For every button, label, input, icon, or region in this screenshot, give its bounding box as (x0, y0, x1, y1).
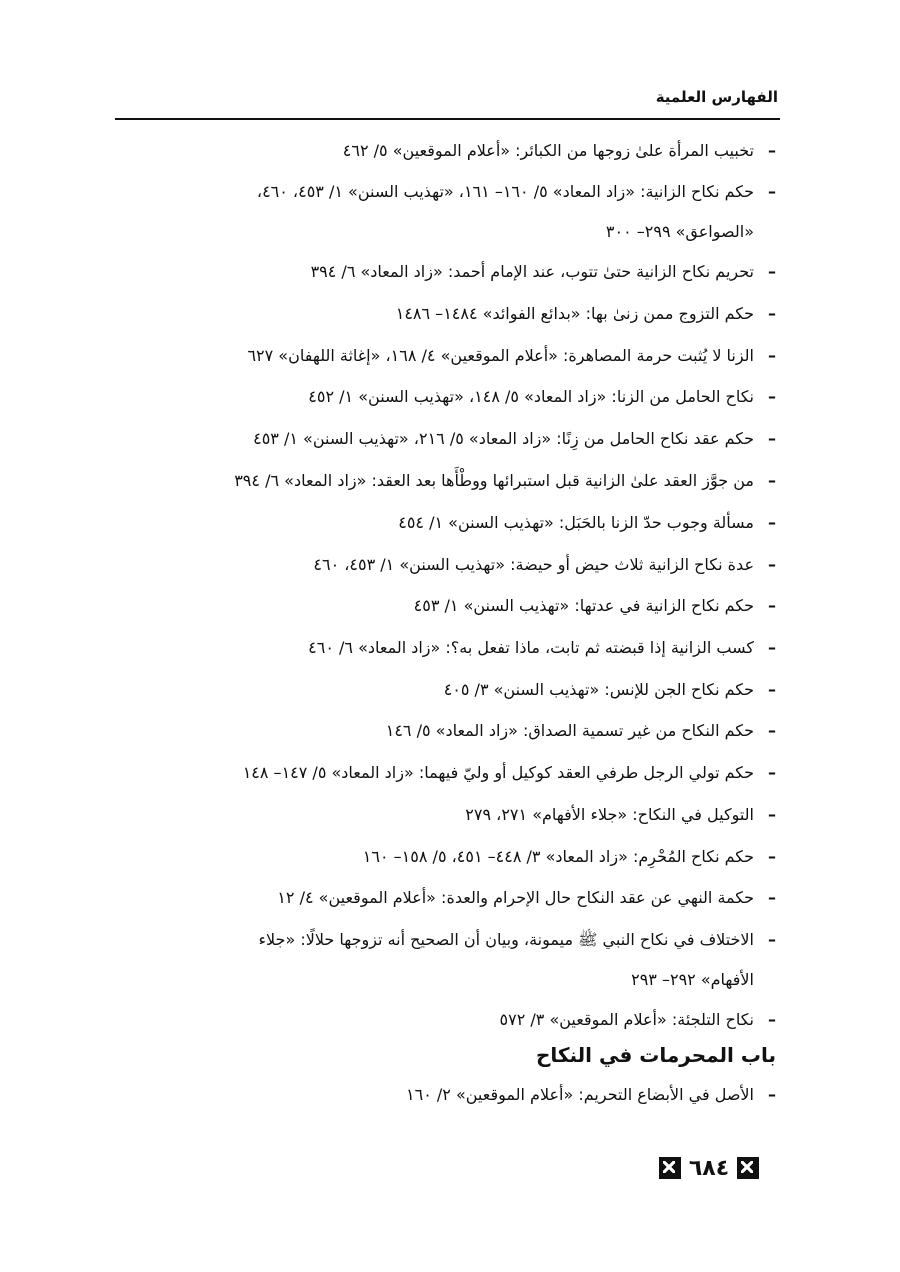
entry-text: كسب الزانية إذا قبضته ثم تابت، ماذا تفعل به؟: «زاد المعاد» ٦/ ٤٦٠ (308, 638, 754, 657)
entry-dash: – (768, 930, 776, 949)
entry-dash: – (768, 429, 776, 448)
entry-text: حكم تولي الرجل طرفي العقد كوكيل أو وليّ فيهما: «زاد المعاد» ٥/ ١٤٧– ١٤٨ (242, 763, 754, 782)
page-number: ٦٨٤ (688, 1155, 730, 1181)
index-entry-continuation (110, 959, 776, 1001)
index-entry (110, 752, 776, 794)
index-entry (110, 919, 776, 961)
entry-text: حكم نكاح الجن للإنس: «تهذيب السنن» ٣/ ٤٠٥ (443, 680, 754, 699)
index-entry (110, 669, 776, 711)
index-entry (110, 418, 776, 460)
entry-dash: – (768, 304, 776, 323)
entry-dash: – (768, 471, 776, 490)
entry-text: حكم نكاح المُحْرِم: «زاد المعاد» ٣/ ٤٤٨– ٤٥١، ٥/ ١٥٨– ١٦٠ (362, 847, 754, 866)
entry-text: مسألة وجوب حدّ الزنا بالحَبَل: «تهذيب السنن» ١/ ٤٥٤ (398, 513, 754, 532)
index-entry (110, 1074, 776, 1116)
entry-text: الأصل في الأبضاع التحريم: «أعلام الموقعين» ٢/ ١٦٠ (406, 1085, 754, 1104)
index-entry (110, 502, 776, 544)
entry-dash: – (768, 763, 776, 782)
index-entry (110, 130, 776, 172)
index-entry-continuation (110, 211, 776, 253)
entry-dash: – (768, 847, 776, 866)
entry-text: «الصواعق» ٢٩٩– ٣٠٠ (605, 222, 754, 241)
entry-text: حكم التزوج ممن زنىٰ بها: «بدائع الفوائد» ١٤٨٤– ١٤٨٦ (395, 304, 754, 323)
index-entry (110, 544, 776, 586)
page-footer (636, 1150, 782, 1186)
section-heading: باب المحرمات في النكاح (535, 1043, 776, 1067)
index-entry (110, 335, 776, 377)
index-entry (110, 460, 776, 502)
entry-text: نكاح التلجئة: «أعلام الموقعين» ٣/ ٥٧٢ (499, 1010, 754, 1029)
entry-dash: – (768, 1085, 776, 1104)
entry-text: الأفهام» ٢٩٢– ٢٩٣ (631, 970, 754, 989)
entry-dash: – (768, 346, 776, 365)
index-entry (110, 376, 776, 418)
header-rule (115, 118, 780, 120)
entry-dash: – (768, 805, 776, 824)
index-entry (110, 836, 776, 878)
ornament-right-icon (737, 1157, 759, 1179)
entry-dash: – (768, 680, 776, 699)
running-header-title: الفهارس العلمية (655, 88, 778, 106)
ornament-left-icon (659, 1157, 681, 1179)
entry-text: التوكيل في النكاح: «جلاء الأفهام» ٢٧١، ٢٧٩ (465, 805, 754, 824)
entry-dash: – (768, 262, 776, 281)
entry-text: حكمة النهي عن عقد النكاح حال الإحرام والعدة: «أعلام الموقعين» ٤/ ١٢ (277, 888, 754, 907)
entry-text: من جوَّز العقد علىٰ الزانية قبل استبرائها ووطْأَها بعد العقد: «زاد المعاد» ٦/ ٣٩٤ (234, 471, 754, 490)
entry-dash: – (768, 387, 776, 406)
entry-dash: – (768, 638, 776, 657)
entry-text: الاختلاف في نكاح النبي ﷺ ميمونة، وبيان أن الصحيح أنه تزوجها حلالًا: «جلاء (258, 930, 754, 949)
index-entry (110, 251, 776, 293)
entry-text: تخبيب المرأة علىٰ زوجها من الكبائر: «أعلام الموقعين» ٥/ ٤٦٢ (342, 141, 754, 160)
entry-dash: – (768, 721, 776, 740)
entry-text: عدة نكاح الزانية ثلاث حيض أو حيضة: «تهذيب السنن» ١/ ٤٥٣، ٤٦٠ (313, 555, 754, 574)
entry-text: حكم عقد نكاح الحامل من زِنًا: «زاد المعاد» ٥/ ٢١٦، «تهذيب السنن» ١/ ٤٥٣ (253, 429, 754, 448)
entry-dash: – (768, 141, 776, 160)
entry-text: حكم نكاح الزانية في عدتها: «تهذيب السنن» ١/ ٤٥٣ (413, 596, 754, 615)
index-entry (110, 877, 776, 919)
index-entry (110, 171, 776, 213)
entry-dash: – (768, 513, 776, 532)
index-entry (110, 293, 776, 335)
entry-dash: – (768, 596, 776, 615)
entry-text: نكاح الحامل من الزنا: «زاد المعاد» ٥/ ١٤٨، «تهذيب السنن» ١/ ٤٥٢ (308, 387, 754, 406)
entry-text: الزنا لا يُثبت حرمة المصاهرة: «أعلام الموقعين» ٤/ ١٦٨، «إغاثة اللهفان» ٦٢٧ (247, 346, 754, 365)
index-entry (110, 710, 776, 752)
index-entry (110, 627, 776, 669)
entry-text: حكم نكاح الزانية: «زاد المعاد» ٥/ ١٦٠– ١٦١، «تهذيب السنن» ١/ ٤٥٣، ٤٦٠، (256, 182, 754, 201)
index-entry (110, 585, 776, 627)
entry-text: حكم النكاح من غير تسمية الصداق: «زاد المعاد» ٥/ ١٤٦ (385, 721, 754, 740)
entry-dash: – (768, 555, 776, 574)
index-entry (110, 794, 776, 836)
entry-dash: – (768, 182, 776, 201)
entry-text: تحريم نكاح الزانية حتىٰ تتوب، عند الإمام أحمد: «زاد المعاد» ٦/ ٣٩٤ (310, 262, 754, 281)
entry-dash: – (768, 1010, 776, 1029)
entry-dash: – (768, 888, 776, 907)
